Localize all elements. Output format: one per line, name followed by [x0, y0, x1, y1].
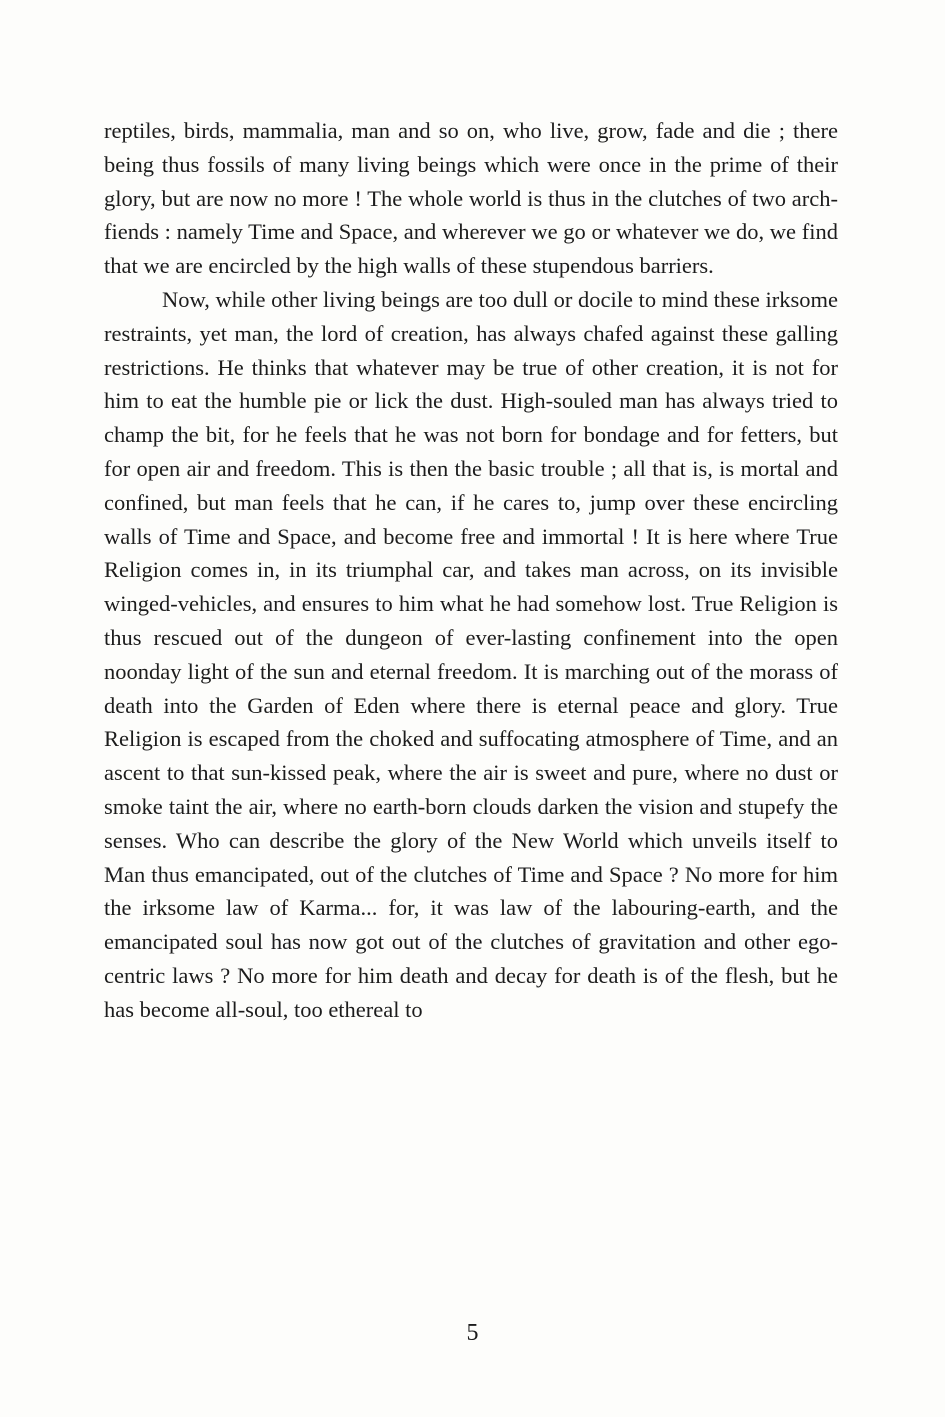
page-number: 5: [466, 1320, 479, 1346]
body-text: [104, 114, 838, 1027]
paragraph-1: reptiles, birds, mammalia, man and so on, who live, grow, fade and die ; there being thus fossils of many living beings which were once in the prime of their glory, but are now no more ! The whole world is thus in the clutches of two arch-fiends : namely Time and Space, and wherever we go or whatever we do, we find that we are encircled by the high walls of these stupendous barriers.: [104, 118, 838, 279]
paragraph-2: Now, while other living beings are too dull or docile to mind these irksome restraints, yet man, the lord of creation, has always chafed against these galling restrictions. He thinks that whatever may be true of other creation, it is not for him to eat the humble pie or lick the dust. High-souled man has always tried to champ the bit, for he feels that he was not born for bondage and for fetters, but for open air and freedom. This is then the basic trouble ; all that is, is mortal and confined, but man feels that he can, if he cares to, jump over these encircling walls of Time and Space, and become free and immortal ! It is here where True Religion comes in, in its triumphal car, and takes man across, on its invisible winged-vehicles, and ensures to him what he had somehow lost. True Religion is thus rescued out of the dungeon of ever-lasting confinement into the open noonday light of the sun and eternal freedom. It is marching out of the morass of death into the Garden of Eden where there is eternal peace and glory. True Religion is escaped from the choked and suffocating atmosphere of Time, and an ascent to that sun-kissed peak, where the air is sweet and pure, where no dust or smoke taint the air, where no earth-born clouds darken the vision and stupefy the senses. Who can describe the glory of the New World which unveils itself to Man thus emancipated, out of the clutches of Time and Space ? No more for him the irksome law of Karma... for, it was law of the labouring-earth, and the emancipated soul has now got out of the clutches of gravitation and other ego-centric laws ? No more for him death and decay for death is of the flesh, but he has become all-soul, too ethereal to: [104, 286, 838, 1022]
